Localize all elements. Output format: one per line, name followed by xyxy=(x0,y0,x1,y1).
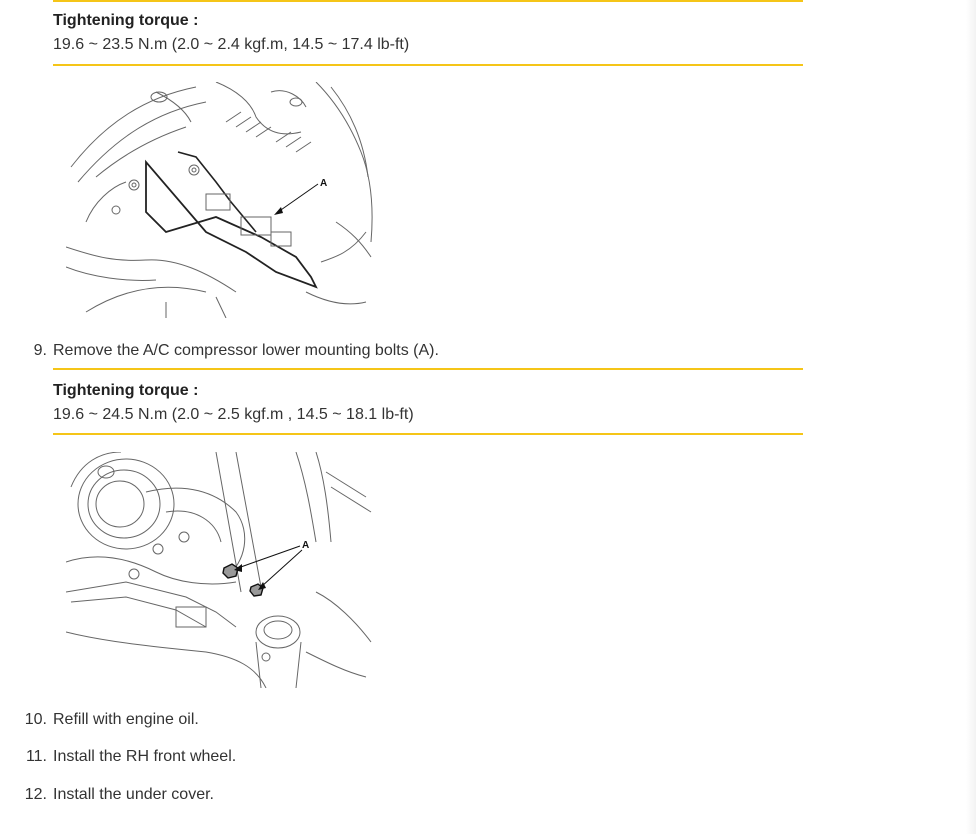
step-number: 10. xyxy=(24,711,47,728)
step-text: Refill with engine oil. xyxy=(53,711,199,728)
torque-value: 19.6 ~ 23.5 N.m (2.0 ~ 2.4 kgf.m, 14.5 ~ 17.4 lb-ft) xyxy=(53,36,410,53)
step-number: 12. xyxy=(24,786,47,803)
step-number: 9. xyxy=(33,342,47,359)
page-edge-shadow xyxy=(966,0,976,834)
step-12 xyxy=(19,786,214,804)
top-rule xyxy=(53,0,803,2)
spec-bottom-rule xyxy=(53,64,803,66)
spec-bottom-rule xyxy=(53,433,803,435)
step-11 xyxy=(19,748,236,766)
callout-a: A xyxy=(320,178,328,189)
step-text: Install the under cover. xyxy=(53,786,214,803)
torque-label: Tightening torque : xyxy=(53,382,199,399)
callout-a: A xyxy=(302,540,310,551)
torque-value: 19.6 ~ 24.5 N.m (2.0 ~ 2.5 kgf.m , 14.5 ~ 18.1 lb-ft) xyxy=(53,406,414,423)
step-number: 11. xyxy=(25,748,47,765)
bracket-diagram xyxy=(66,82,378,318)
torque-label: Tightening torque : xyxy=(53,12,199,29)
step-text: Remove the A/C compressor lower mounting bolts (A). xyxy=(53,342,439,359)
spec-top-rule xyxy=(53,368,803,370)
step-10 xyxy=(19,711,199,729)
compressor-bolts-diagram xyxy=(66,452,378,688)
step-9 xyxy=(19,342,439,360)
step-text: Install the RH front wheel. xyxy=(53,748,237,765)
